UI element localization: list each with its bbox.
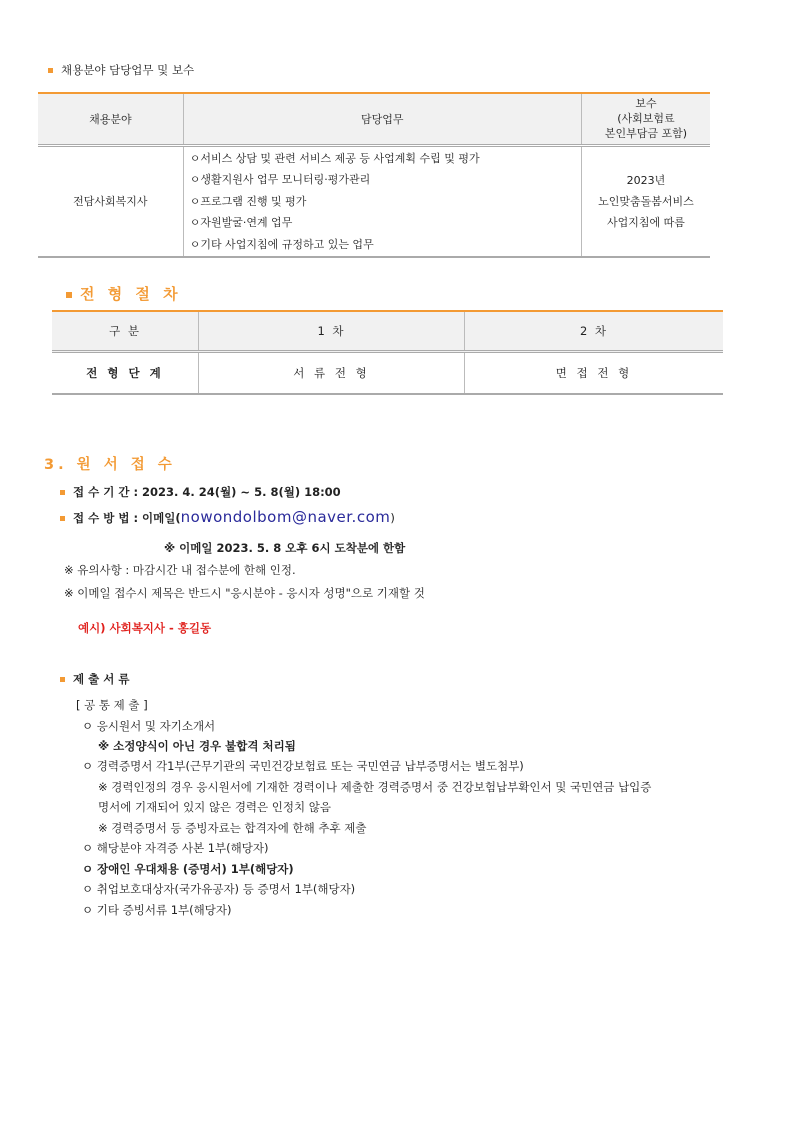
doc-item: ㅇ 장애인 우대채용 (증명서) 1부(해당자) (82, 862, 294, 876)
duty-item: ㅇ서비스 상담 및 관련 서비스 제공 등 사업계획 수립 및 평가 (189, 151, 480, 165)
duty-item: ㅇ자원발굴·연계 업무 (189, 216, 293, 229)
note-validity: ※ 유의사항 : 마감시간 내 접수분에 한해 인정. (64, 563, 296, 577)
cell-duties (183, 145, 581, 257)
header-pay: 보수 (사회보험료 본인부담금 포함) (581, 93, 710, 145)
cell-interview: 면 접 전 형 (465, 352, 724, 395)
duty-item: ㅇ기타 사업지침에 규정하고 있는 업무 (189, 237, 374, 251)
example-text: 예시) 사회복지사 - 홍길동 (78, 621, 212, 635)
doc-note: ※ 경력인정의 경우 응시원서에 기재한 경력이나 제출한 경력증명서 중 건강보험납부확인서 및 국민연금 납입증 (98, 780, 652, 794)
square-bullet-icon (60, 516, 65, 521)
doc-item: ㅇ 기타 증빙서류 1부(해당자) (82, 903, 232, 917)
duty-item: ㅇ생활지원사 업무 모니터링·평가관리 (189, 173, 371, 186)
cell-stage: 전 형 단 계 (52, 352, 199, 395)
cell-document-screening: 서 류 전 형 (199, 352, 465, 395)
selection-process-title: 전 형 절 차 (66, 283, 182, 304)
header-field: 채용분야 (38, 93, 183, 145)
doc-item: ㅇ 응시원서 및 자기소개서 (82, 719, 216, 733)
square-bullet-icon (66, 292, 72, 298)
note-email-subject: ※ 이메일 접수시 제목은 반드시 "응시분야 - 응시자 성명"으로 기재할 것 (64, 586, 425, 600)
recruitment-table (38, 92, 710, 258)
cell-pay: 2023년 노인맞춤돌봄서비스 사업지침에 따름 (581, 145, 710, 257)
cell-field: 전담사회복지사 (38, 145, 183, 257)
email-link[interactable]: nowondolbom@naver.com (180, 508, 391, 526)
selection-table (52, 310, 723, 395)
doc-note: ※ 경력증명서 등 증빙자료는 합격자에 한해 추후 제출 (98, 821, 367, 835)
duty-item: ㅇ프로그램 진행 및 평가 (189, 194, 307, 208)
doc-item: ㅇ 취업보호대상자(국가유공자) 등 증명서 1부(해당자) (82, 882, 356, 896)
doc-note: ※ 소정양식이 아닌 경우 불합격 처리됨 (98, 739, 296, 753)
deadline-note: ※ 이메일 2023. 5. 8 오후 6시 도착분에 한함 (164, 541, 406, 555)
header-category: 구 분 (52, 311, 199, 352)
section1-heading: 채용분야 담당업무 및 보수 (48, 62, 194, 78)
application-title: 3. 원 서 접 수 (44, 457, 176, 473)
header-first-round: 1 차 (199, 311, 465, 352)
documents-heading: 제 출 서 류 (60, 671, 129, 687)
common-submission: [ 공 통 제 출 ] (76, 698, 148, 712)
doc-note: 명서에 기재되어 있지 않은 경력은 인정치 않음 (98, 800, 332, 814)
application-method: 접 수 방 법 : 이메일(nowondolbom@naver.com) (60, 508, 395, 526)
header-duties: 담당업무 (183, 93, 581, 145)
doc-item: ㅇ 경력증명서 각1부(근무기관의 국민건강보험료 또는 국민연금 납부증명서는 별도첨부) (82, 759, 524, 773)
header-second-round: 2 차 (465, 311, 724, 352)
doc-item: ㅇ 해당분야 자격증 사본 1부(해당자) (82, 841, 269, 855)
square-bullet-icon (60, 677, 65, 682)
square-bullet-icon (48, 68, 53, 73)
square-bullet-icon (60, 490, 65, 495)
application-period: 접 수 기 간 : 2023. 4. 24(월) ~ 5. 8(월) 18:00 (60, 484, 341, 500)
